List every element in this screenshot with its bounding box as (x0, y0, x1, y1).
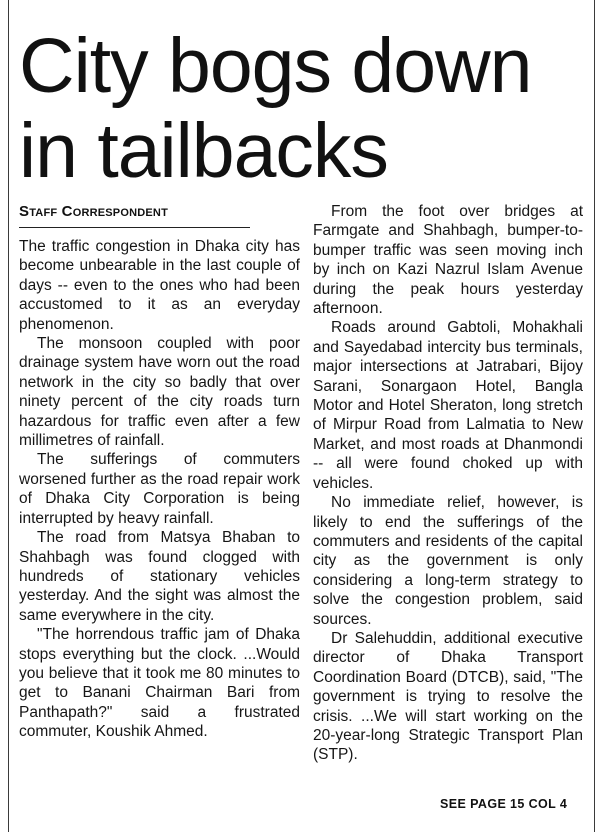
article-column-left (19, 202, 300, 742)
right-column-rule (594, 0, 595, 832)
paragraph: Dr Salehuddin, additional executive director of Dhaka Transport Coordination Board (DTCB), said, "The government is trying to resolve the crisis. ...We will start working on the 20-year-long Strategic Transport Plan (STP). (313, 629, 583, 764)
headline-line-2: in tailbacks (19, 108, 388, 194)
headline (19, 24, 589, 194)
paragraph: "The horrendous traffic jam of Dhaka stops everything but the clock. ...Would you believe that it took me 80 minutes to get to Banani Chairman Bari from Panthapath?" said a frustrated commuter, Koushik Ahmed. (19, 626, 300, 741)
paragraph: The traffic congestion in Dhaka city has become unbearable in the last couple of days -- even to the ones who had been accustomed to it as an everyday phenomenon. (19, 238, 300, 333)
paragraph: The sufferings of commuters worsened further as the road repair work of Dhaka City Corporation is being interrupted by heavy rainfall. (19, 451, 300, 527)
left-column-rule (8, 0, 9, 832)
paragraph: From the foot over bridges at Farmgate and Shahbagh, bumper-to-bumper traffic was seen moving inch by inch on Kazi Nazrul Islam Avenue during the peak hours yesterday afternoon. (313, 203, 583, 318)
paragraph: Roads around Gabtoli, Mohakhali and Sayedabad intercity bus terminals, major intersections at Jatrabari, Bijoy Sarani, Sonargaon Hotel, Bangla Motor and Hotel Sheraton, long stretch of Mirpur Road from Lalmatia to New Market, and most roads at Dhanmondi -- all were found choked up with vehicles. (313, 319, 583, 492)
paragraph: No immediate relief, however, is likely to end the sufferings of the commuters and residents of the capital city as the government is only considering a long-term strategy to solve the congestion problem, said sources. (313, 494, 583, 628)
paragraph: The monsoon coupled with poor drainage system have worn out the road network in the city so badly that over ninety percent of the city roads turn hazardous for traffic even after a few millimetres of rainfall. (19, 335, 300, 450)
continued-on-page-note: SEE PAGE 15 COL 4 (440, 797, 568, 811)
paragraph: The road from Matsya Bhaban to Shahbagh was found clogged with hundreds of stationary vehicles yesterday. And the sight was almost the same everywhere in the city. (19, 529, 300, 624)
article-column-right (313, 202, 583, 765)
headline-line-1: City bogs down (19, 23, 532, 109)
byline: Staff Correspondent (19, 202, 250, 228)
